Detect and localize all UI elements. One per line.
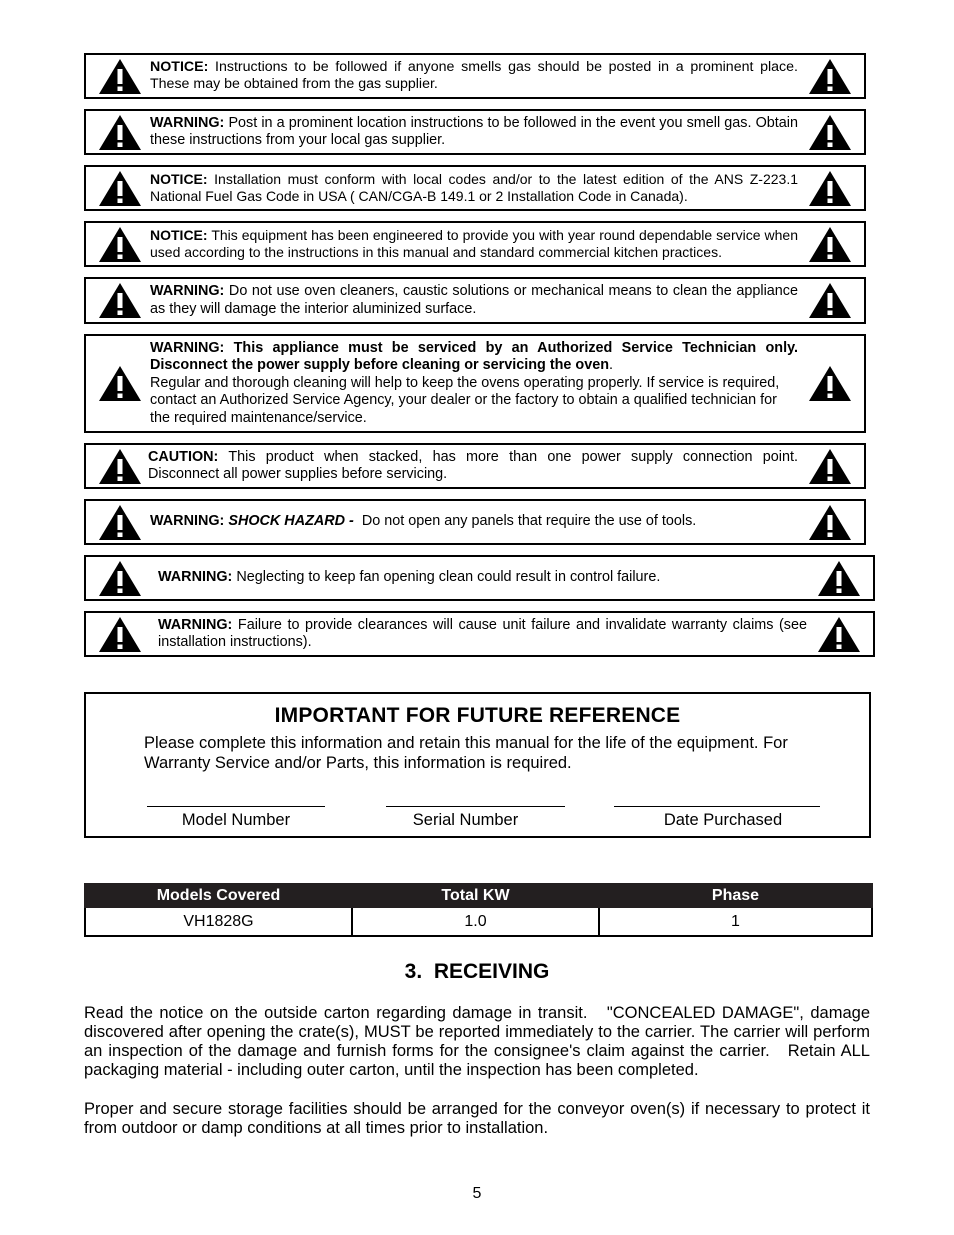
date-purchased-label: Date Purchased: [663, 811, 783, 829]
warning-box: [84, 109, 866, 155]
model-number-line[interactable]: [147, 806, 325, 807]
receiving-paragraph: Read the notice on the outside carton regarding damage in transit. "CONCEALED DAMAGE", damage discovered after opening the crate(s), MUST be reported immediately to the carrier. The carrier will perform an inspection of the damage and furnish forms for the consignee's claim against the carrier. Retain ALL packaging material - including outer carton, until the inspection has been completed.: [84, 1004, 875, 1079]
warning-text: WARNING: Failure to provide clearances will cause unit failure and invalidate warranty claims (see installation instructions).: [158, 616, 808, 650]
warning-box: [84, 555, 875, 601]
model-number-label: Model Number: [181, 811, 291, 829]
caution-box: [84, 443, 866, 489]
warning-triangle-icon: [98, 170, 142, 207]
warning-box: [84, 277, 866, 324]
header-total-kw: Total KW: [352, 884, 599, 907]
notice-box: [84, 53, 866, 99]
warning-triangle-icon: [808, 448, 852, 485]
warning-triangle-icon: [808, 226, 852, 263]
warning-triangle-icon: [817, 560, 861, 597]
storage-paragraph: Proper and secure storage facilities should be arranged for the conveyor oven(s) if necessary to protect it from outdoor or damp conditions at all times prior to installation.: [84, 1100, 870, 1137]
shock-hazard-box: [84, 499, 866, 545]
warning-triangle-icon: [808, 170, 852, 207]
section-title: 3. RECEIVING: [404, 960, 550, 983]
notice-box: [84, 165, 866, 211]
warning-triangle-icon: [808, 58, 852, 95]
warning-triangle-icon: [98, 226, 142, 263]
warning-text: WARNING: Do not use oven cleaners, caustic solutions or mechanical means to clean the appliance as they will damage the interior aluminized surface.: [150, 283, 798, 317]
reference-title: IMPORTANT FOR FUTURE REFERENCE: [274, 704, 681, 727]
caution-text: CAUTION: This product when stacked, has more than one power supply connection point. Disconnect all power supplies before servicing.: [148, 448, 798, 482]
service-warning-box: [84, 334, 866, 433]
serial-number-label: Serial Number: [412, 811, 519, 829]
serial-number-line[interactable]: [386, 806, 565, 807]
date-purchased-line[interactable]: [614, 806, 820, 807]
table-header-row: [85, 884, 872, 907]
warning-triangle-icon: [817, 616, 861, 653]
notice-text: NOTICE: This equipment has been engineered to provide you with year round dependable service when used according to the instructions in this manual and standard commercial kitchen practices.: [150, 226, 798, 260]
warning-triangle-icon: [98, 114, 142, 151]
future-reference-box: [84, 692, 871, 838]
warning-text: WARNING: Neglecting to keep fan opening clean could result in control failure.: [158, 569, 661, 586]
notice-text: NOTICE: Installation must conform with local codes and/or to the latest edition of the ANS Z-223.1 National Fuel Gas Code in USA ( CAN/CGA-B 149.1 or 2 Installation Code in Canada).: [150, 170, 799, 204]
cell-phase: 1: [599, 907, 872, 936]
shock-hazard-text: WARNING: SHOCK HAZARD - Do not open any panels that require the use of tools.: [150, 513, 697, 530]
warning-triangle-icon: [808, 282, 852, 319]
warning-box: [84, 611, 875, 657]
page-number: 5: [472, 1185, 482, 1202]
reference-body: Please complete this information and retain this manual for the life of the equipment. For Warranty Service and/or Parts, this information is required.: [144, 734, 788, 772]
warning-triangle-icon: [808, 365, 852, 402]
header-phase: Phase: [599, 884, 872, 907]
header-models-covered: Models Covered: [85, 884, 352, 907]
table-row: [85, 907, 872, 936]
cell-model: VH1828G: [85, 907, 352, 936]
warning-text: WARNING: Post in a prominent location instructions to be followed in the event you smell gas. Obtain these instructions from your local gas supplier.: [150, 114, 798, 148]
warning-triangle-icon: [98, 365, 142, 402]
warning-triangle-icon: [98, 58, 142, 95]
models-table: [84, 883, 873, 937]
warning-triangle-icon: [98, 448, 142, 485]
warning-triangle-icon: [98, 616, 142, 653]
warning-triangle-icon: [808, 114, 852, 151]
notice-text: NOTICE: Instructions to be followed if anyone smells gas should be posted in a prominent place. These may be obtained from the gas supplier.: [150, 59, 798, 92]
cell-total-kw: 1.0: [352, 907, 599, 936]
warning-triangle-icon: [98, 560, 142, 597]
warning-triangle-icon: [98, 504, 142, 541]
notice-box: [84, 221, 866, 267]
warning-triangle-icon: [98, 282, 142, 319]
warning-triangle-icon: [808, 504, 852, 541]
service-warning-text: WARNING: This appliance must be serviced by an Authorized Service Technician only. Disconnect the power supply before cleaning or servicing the oven. Regular and thorough cleaning will help to keep the ovens operating properly. If service is required, contact an Authorized Service Agency, your dealer or the factory to obtain a qualified technician for the required maintenance/service.: [150, 339, 798, 426]
